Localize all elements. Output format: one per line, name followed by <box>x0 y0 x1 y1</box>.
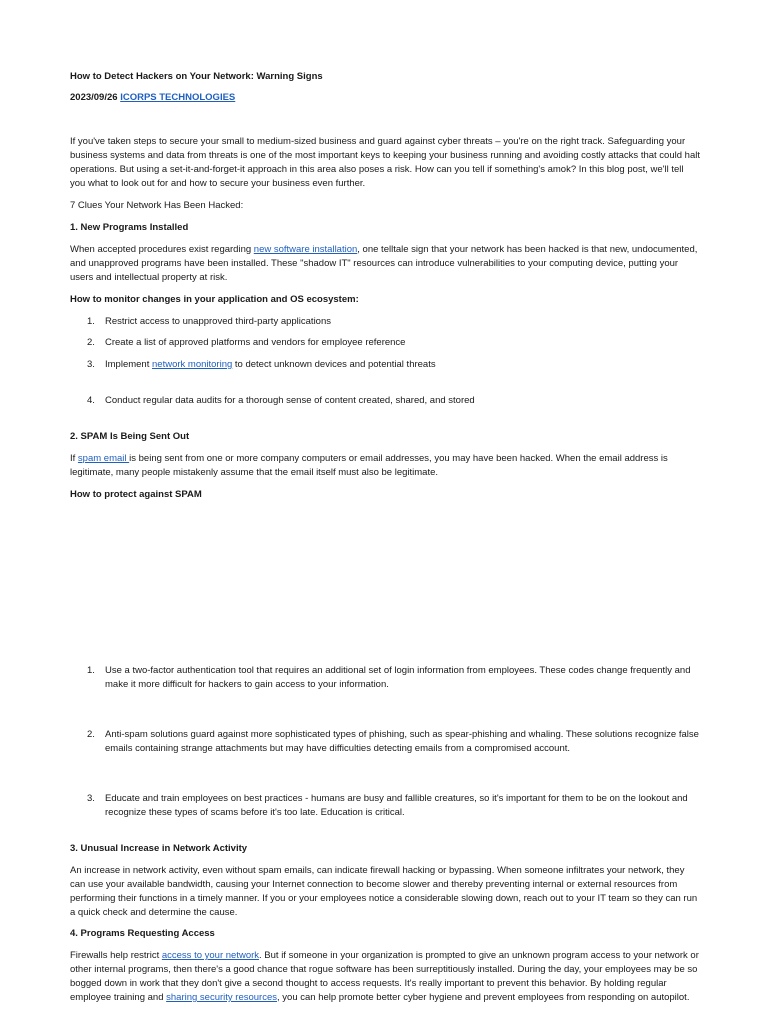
list-number: 3. <box>87 359 95 370</box>
section3-heading: 3. Unusual Increase in Network Activity <box>70 843 248 854</box>
intro-paragraph: If you've taken steps to secure your small to medium-sized business and guard against cyber threats – you're on the right track. Safeguarding your business systems and data from threats is one of the most important keys to keeping your business running and avoiding costly attacks that could halt operations. But using a set-it-and-forget-it approach in this area also poses a risk. How can you tell if something's amok? In this blog post, we'll tell you what to look out for and how to secure your business even further. <box>70 136 700 189</box>
section3-paragraph: An increase in network activity, even without spam emails, can indicate firewall hacking or bypassing. When someone infiltrates your network, they can use your available bandwidth, causing your Internet connection to become slower and thereby preventing internal or external resources from performing their functions in a timely manner. If you or your employees notice a considerable slowing down, reach out to your IT team so they can run a quick check and determine the cause. <box>70 865 698 918</box>
section1-subheading: How to monitor changes in your application and OS ecosystem: <box>70 294 359 305</box>
section2-text-after: is being sent from one or more company computers or email addresses, you may have been hacked. When the email address is legitimate, many people mistakenly assume that the email itself must also be legitimate. <box>70 453 668 478</box>
access-to-your-network-link[interactable]: access to your network <box>161 950 260 961</box>
sharing-security-resources-link[interactable]: sharing security resources <box>166 992 278 1003</box>
list-text: Create a list of approved platforms and vendors for employee reference <box>105 337 406 348</box>
list-text: Conduct regular data audits for a thorough sense of content created, shared, and stored <box>105 395 475 406</box>
clues-intro: 7 Clues Your Network Has Been Hacked: <box>70 200 244 211</box>
section2-subheading: How to protect against SPAM <box>70 489 202 500</box>
section1-paragraph <box>70 243 700 285</box>
spam-email-link[interactable]: spam email <box>77 453 130 464</box>
section4-paragraph <box>70 949 700 1005</box>
new-software-installation-link[interactable]: new software installation <box>253 244 358 255</box>
section2-heading: 2. SPAM Is Being Sent Out <box>70 431 190 442</box>
section4-text-middle: . But if someone in your organization is prompted to give an unknown program access to your network or other internal programs, then there's a good chance that rogue software has been surreptitiously installed. During the day, your employees may be so bogged down in work that they don't give a second thought to access requests. It's really important to prevent this behavior. By holding regular employee training and <box>70 950 699 1003</box>
section4-text-after: , you can help promote better cyber hygiene and prevent employees from responding on autopilot. <box>277 992 690 1003</box>
article-title: How to Detect Hackers on Your Network: Warning Signs <box>70 71 323 82</box>
author-link[interactable]: ICORPS TECHNOLOGIES <box>120 92 236 103</box>
list-number: 2. <box>87 337 95 348</box>
list-number: 3. <box>87 793 95 804</box>
list-number: 1. <box>87 665 95 676</box>
section2-paragraph <box>70 452 700 480</box>
list-text: Educate and train employees on best practices - humans are busy and fallible creatures, so it's important for them to be on the lookout and recognize these types of scams before it's too late. Education is critical. <box>105 793 688 818</box>
section2-text-before: If <box>70 453 78 464</box>
article-date: 2023/09/26 <box>70 92 118 103</box>
network-monitoring-link[interactable]: network monitoring <box>152 359 233 370</box>
article-byline <box>70 91 700 105</box>
section1-text-after: , one telltale sign that your network has been hacked is that new, undocumented, and unapproved programs have been installed. These "shadow IT" resources can introduce vulnerabilities to your computing device, putting your users and intellectual property at risk. <box>70 244 698 283</box>
list-text: Use a two-factor authentication tool that requires an additional set of login information from employees. These codes change frequently and make it more difficult for hackers to gain access to your information. <box>105 665 691 690</box>
list-text: Anti-spam solutions guard against more sophisticated types of phishing, such as spear-phishing and whaling. These solutions recognize false emails containing strange attachments but may have difficulties detecting emails from a compromised account. <box>105 729 699 754</box>
section4-text-before: Firewalls help restrict <box>70 950 162 961</box>
section1-text-before: When accepted procedures exist regarding <box>70 244 254 255</box>
list-text <box>105 358 700 372</box>
list-number: 4. <box>87 395 95 406</box>
list-text-before: Implement <box>105 359 152 370</box>
list-number: 1. <box>87 316 95 327</box>
list-number: 2. <box>87 729 95 740</box>
section4-heading: 4. Programs Requesting Access <box>70 928 215 939</box>
list-text-after: to detect unknown devices and potential threats <box>232 359 436 370</box>
list-text: Restrict access to unapproved third-party applications <box>105 316 332 327</box>
section1-heading: 1. New Programs Installed <box>70 222 189 233</box>
